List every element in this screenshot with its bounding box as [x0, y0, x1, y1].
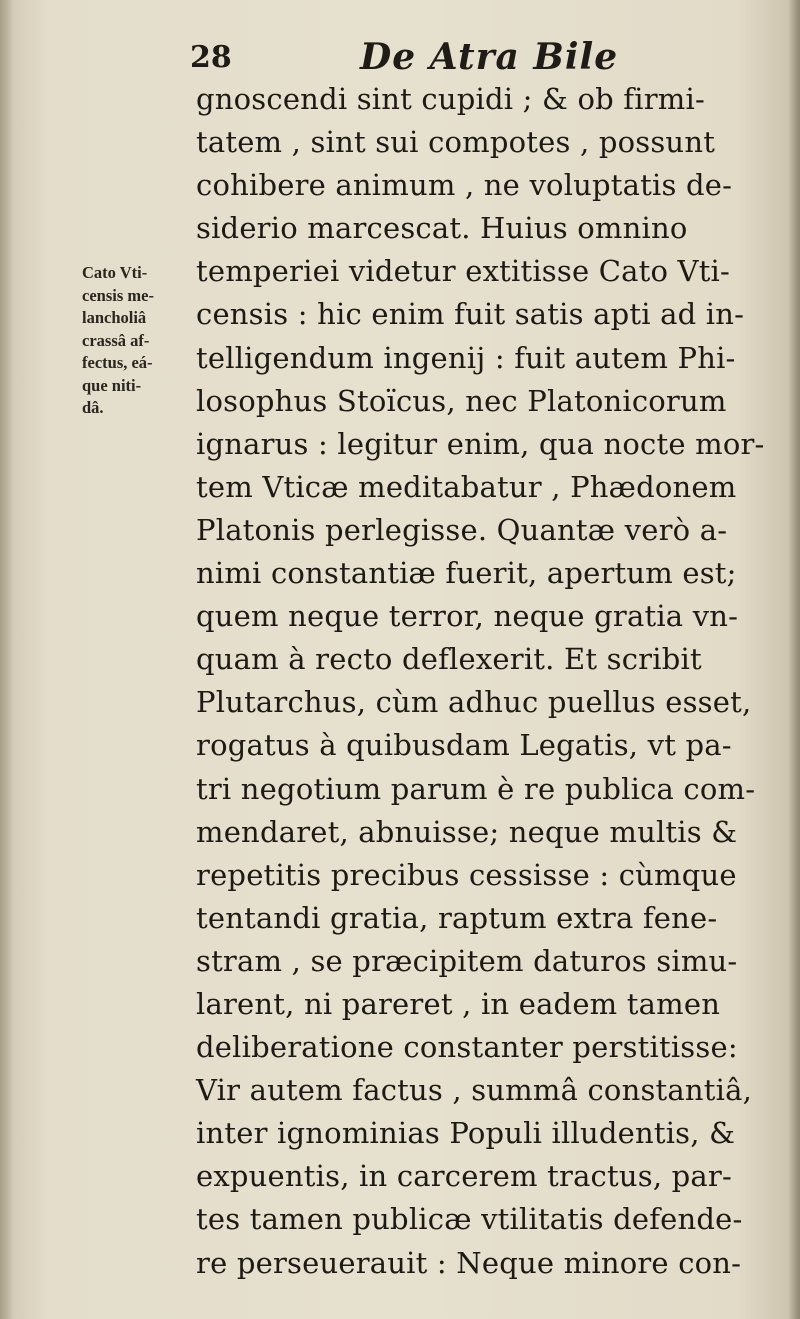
text-line: quam à recto deflexerit. Et scribit [196, 642, 702, 677]
text-line: tri negotium parum è re publica com- [196, 771, 756, 806]
text-line: siderio marcescat. Huius omnino [196, 211, 688, 246]
running-title: De Atra Bile [360, 36, 619, 78]
marginal-note-line: dâ. [82, 398, 104, 417]
text-line: losophus Stoïcus, nec Platonicorum [196, 383, 727, 418]
text-line: expuentis, in carcerem tractus, par- [196, 1159, 732, 1194]
text-line: Platonis perlegisse. Quantæ verò a- [196, 512, 728, 547]
page-edge [788, 0, 800, 1319]
text-line: temperiei videtur extitisse Cato Vti- [196, 254, 731, 289]
marginal-note-line: censis me- [82, 285, 154, 305]
text-line: ignarus : legitur enim, qua nocte mor- [196, 426, 765, 461]
marginal-note-line: que niti- [82, 375, 142, 395]
body-text [196, 78, 765, 1285]
text-line: tem Vticæ meditabatur , Phædonem [196, 469, 737, 504]
marginal-note-line: lancholiâ [82, 308, 147, 327]
gutter-shadow [0, 0, 14, 1319]
text-line: Plutarchus, cùm adhuc puellus esset, [196, 685, 752, 720]
text-line: cohibere animum , ne voluptatis de- [196, 168, 733, 203]
text-line: quem neque terror, neque gratia vn- [196, 599, 739, 634]
text-line: tentandi gratia, raptum extra fene- [196, 900, 718, 935]
text-line: repetitis precibus cessisse : cùmque [196, 857, 737, 892]
text-line: censis : hic enim fuit satis apti ad in- [196, 297, 745, 332]
text-line: gnoscendi sint cupidi ; & ob firmi- [196, 82, 705, 116]
text-line: tatem , sint sui compotes , possunt [196, 125, 716, 160]
marginal-note-line: fectus, eá- [82, 353, 153, 372]
text-line: rogatus à quibusdam Legatis, vt pa- [196, 728, 732, 763]
marginal-note [82, 262, 170, 420]
text-line: tes tamen publicæ vtilitatis defende- [196, 1202, 743, 1237]
marginal-note-line: crassâ af- [82, 330, 150, 350]
page-number: 28 [190, 40, 232, 75]
text-line: inter ignominias Populi illudentis, & [196, 1116, 736, 1151]
text-line: deliberatione constanter perstitisse: [196, 1030, 738, 1065]
text-line: stram , se præcipitem daturos simu- [196, 943, 738, 978]
marginal-note-line: Cato Vti- [82, 263, 148, 282]
text-line: larent, ni pareret , in eadem tamen [196, 986, 721, 1021]
text-line: telligendum ingenij : fuit autem Phi- [196, 340, 736, 375]
text-line: mendaret, abnuisse; neque multis & [196, 814, 738, 849]
text-line: nimi constantiæ fuerit, apertum est; [196, 556, 737, 591]
text-line: Vir autem factus , summâ constantiâ, [196, 1073, 753, 1108]
text-line: re perseuerauit : Neque minore con- [196, 1245, 742, 1280]
